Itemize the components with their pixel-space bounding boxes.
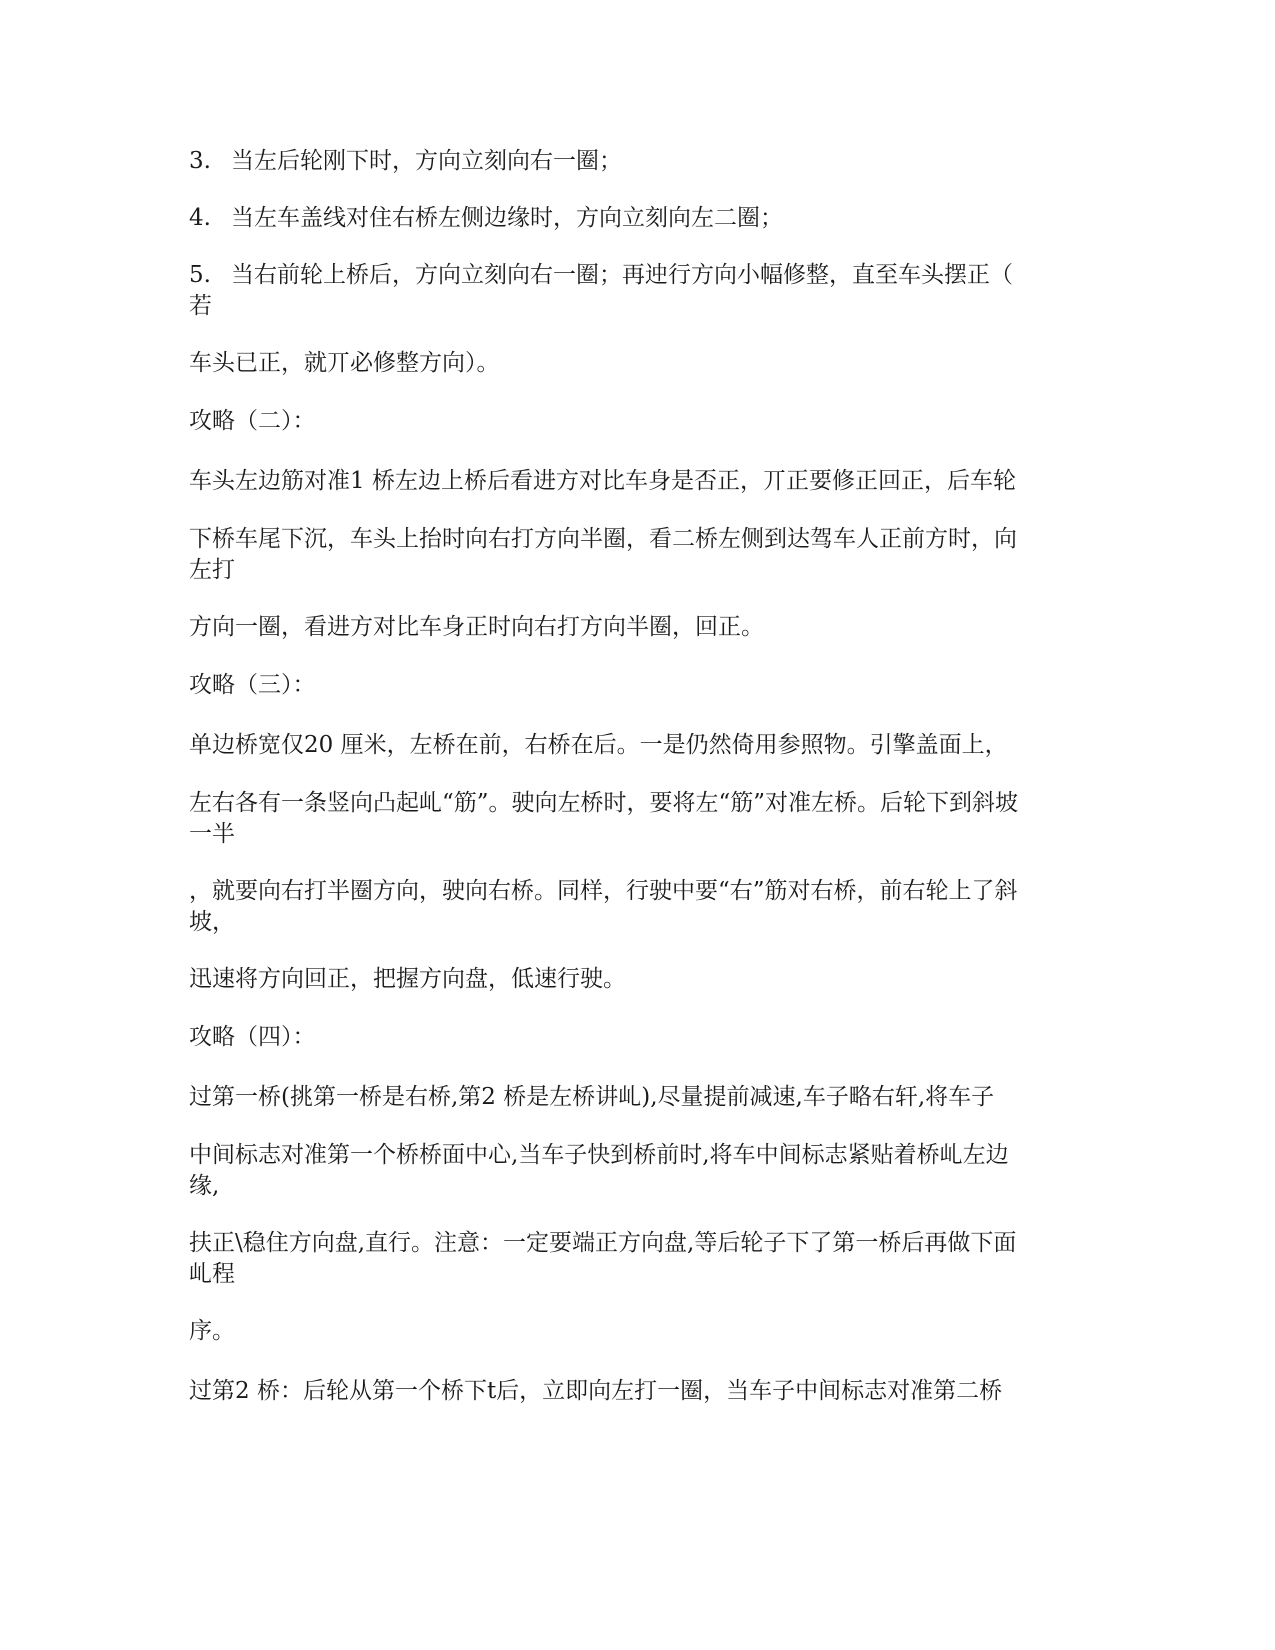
paragraph-line: ，就要向右打半圈方向，驶向右桥。同样，行驶中要“右”筋对右桥，前右轮上了斜: [189, 878, 1018, 904]
paragraph-line: 方向一圈，看进方对比车身正时向右打方向半圈，回正。: [189, 614, 764, 640]
paragraph-line: 乢程: [189, 1261, 235, 1287]
section-heading: 攻略（四）：: [189, 1024, 316, 1050]
paragraph-line: 左打: [189, 557, 235, 583]
list-text: 当左后轮刚下时，方向立刻向右一圈；: [231, 148, 622, 174]
paragraph-line: 若: [189, 293, 212, 319]
paragraph-line: 迅速将方向回正，把握方向盘，低速行驶。: [189, 966, 626, 992]
list-item-5: [189, 260, 1089, 291]
paragraph-line: 左右各有一条竖向凸起乢“筋”。驶向左桥时，要将左“筋”对准左桥。后轮下到斜坡: [189, 790, 1019, 816]
list-item-3: [189, 146, 1089, 177]
paragraph-line: 一半: [189, 821, 235, 847]
section-heading: 攻略（二）：: [189, 408, 316, 434]
paragraph-line: 下桥车尾下沉，车头上抬时向右打方向半圈，看二桥左侧到达驾车人正前方时，向: [189, 526, 1017, 552]
paragraph-line: 缘,: [189, 1173, 220, 1199]
paragraph-line: 坡，: [189, 909, 235, 935]
paragraph-line: 中间标志对准第一个桥桥面中心,当车子快到桥前时,将车中间标志紧贴着桥乢左边: [189, 1142, 1009, 1168]
paragraph-line: 扶正\稳住方向盘,直行。注意：一定要端正方向盘,等后轮子下了第一桥后再做下面: [189, 1230, 1017, 1256]
paragraph-line: 单边桥宽仅20 厘米，左桥在前，右桥在后。一是仍然倚用参照物。引擎盖面上，: [189, 732, 1008, 758]
list-number: 3.: [189, 148, 211, 174]
paragraph-line: 序。: [189, 1318, 235, 1344]
list-item-4: [189, 203, 1089, 234]
list-text: 当右前轮上桥后，方向立刻向右一圈；再迚行方向小幅修整，直至车头摆正（: [231, 262, 1013, 288]
paragraph-line: 车头已正，就丌必修整方向）。: [189, 350, 500, 376]
list-number: 4.: [189, 205, 211, 231]
list-number: 5.: [189, 262, 211, 288]
paragraph-line: 过第2 桥：后轮从第一个桥下t后，立即向左打一圈，当车子中间标志对准第二桥: [189, 1378, 1003, 1404]
paragraph-line: 过第一桥(挑第一桥是右桥,第2 桥是左桥讲乢),尽量提前减速,车子略右轩,将车子: [189, 1084, 995, 1110]
list-text: 当左车盖线对住右桥左侧边缘时，方向立刻向左二圈；: [231, 205, 783, 231]
section-heading: 攻略（三）：: [189, 672, 316, 698]
paragraph-line: 车头左边筋对准1 桥左边上桥后看进方对比车身是否正，丌正要修正回正，后车轮: [189, 468, 1016, 494]
